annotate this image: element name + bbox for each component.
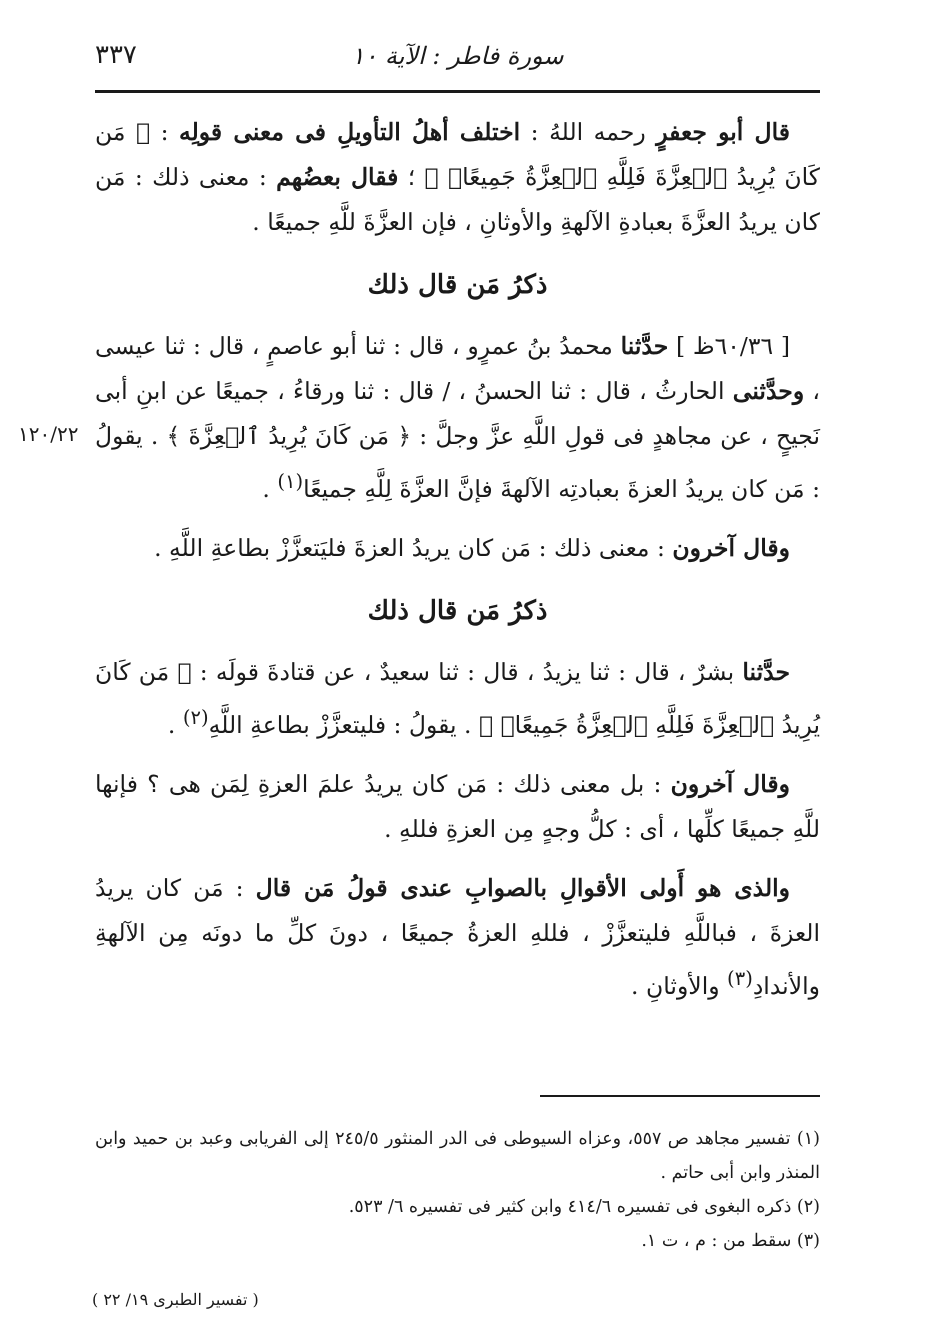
- paragraph-2-text-3: الحارثُ ، قال : ثنا الحسنُ ، / قال : ثنا ورقاءُ ، جميعًا عن ابنِ أبى نَجيحٍ ، عن مجاهدٍ فى قولِ اللَّهِ عزَّ وجلَّ :: [95, 377, 820, 450]
- running-title: سورة فاطر : الآية ١٠: [351, 42, 564, 70]
- paragraph-5-bold-1: وقال آخرون: [670, 769, 790, 798]
- paragraph-2-text-4: . يقولُ : مَن كان يريدُ العزةَ بعبادتِه الآلهةَ فإنَّ العزَّةَ لِلَّهِ جميعًا: [95, 422, 820, 503]
- quran-verse: ﴿ مَن كَانَ يُرِيدُ ٱلۡعِزَّةَ ﴾: [166, 422, 412, 450]
- page-number: ٣٣٧: [95, 40, 137, 70]
- paragraph-2-bold-2: وحدَّثنى: [732, 377, 805, 405]
- footnote-separator: [540, 1095, 820, 1097]
- paragraph-4-text-3: .: [167, 710, 183, 739]
- footnote-1: (١) تفسير مجاهد ص ٥٥٧، وعزاه السيوطى فى الدر المنثور ٢٤٥/٥ إلى الفريابى وعبد بن حميد وابن المنذر وابن أبى حاتم .: [95, 1129, 820, 1183]
- header-rule: [95, 90, 820, 93]
- section-heading-1: ذكرُ مَن قال ذلك: [367, 270, 548, 300]
- paragraph-1-text-4: : معنى ذلك : مَن كان يريدُ العزَّةَ بعبادةِ الآلهةِ والأوثانِ ، فإن العزَّةَ للَّهِ جميعًا .: [95, 163, 820, 236]
- paragraph-3-bold-1: وقال آخرون: [672, 533, 790, 562]
- paragraph-5: [95, 762, 820, 852]
- paragraph-1-lead: قال أبو جعفرٍ: [656, 118, 790, 146]
- footnote-3: (٣) سقط من : م ، ت ١.: [641, 1231, 820, 1251]
- paragraph-5-text-1: : بل معنى ذلك : مَن كان يريدُ علمَ العزةِ لِمَن هى ؟ فإنها للَّهِ جميعًا كلِّها ، أى : كلُّ وجهٍ مِن العزةِ فللهِ .: [95, 769, 820, 843]
- paragraph-4-text-2: . يقولُ : فليتعزَّزْ بطاعةِ اللَّهِ: [208, 710, 479, 739]
- paragraph-4: [95, 650, 820, 748]
- page-header: [95, 40, 820, 84]
- paragraph-2-text-5: .: [262, 474, 278, 503]
- paragraph-1-bold-3: فقال بعضُهم: [276, 163, 399, 191]
- paragraph-6-bold-1: والذى هو أَولى الأقوالِ بالصوابِ عندى قولُ مَن قال: [255, 873, 790, 902]
- footnotes: [95, 1122, 820, 1258]
- paragraph-1: [95, 110, 820, 245]
- main-text: [95, 110, 820, 1022]
- footnote-marker-1[interactable]: (١): [277, 470, 304, 493]
- paragraph-1-text-1: رحمه اللهُ :: [520, 118, 657, 146]
- section-heading-2: ذكرُ مَن قال ذلك: [367, 595, 548, 626]
- quran-verse: ﴿ مَن كَانَ يُرِيدُ ٱلۡعِزَّةَ فَلِلَّهِ ٱلۡعِزَّةُ جَمِيعًاۚ ﴾: [95, 118, 820, 191]
- paragraph-2-text-2: محمدُ بنُ عمرٍو ، قال : ثنا أبو عاصمٍ ، قال : ثنا عيسى ،: [95, 332, 820, 405]
- quran-verse: ﴿ مَن كَانَ يُرِيدُ ٱلۡعِزَّةَ فَلِلَّهِ ٱلۡعِزَّةُ جَمِيعًاۚ ﴾: [95, 657, 820, 739]
- margin-reference: ١٢٠/٢٢: [18, 422, 79, 446]
- paragraph-6-text-2: والأوثانِ .: [631, 971, 728, 1000]
- volume-reference: ( تفسير الطبرى ١٩/ ٢٢ ): [92, 1290, 259, 1309]
- footnote-2: (٢) ذكره البغوى فى تفسيره ٤١٤/٦ وابن كثير فى تفسيره ٦/ ٥٢٣.: [348, 1197, 820, 1217]
- paragraph-6: [95, 866, 820, 1009]
- paragraph-2-text-1: [ ٦٠/٣٦ظ ]: [668, 332, 790, 360]
- footnote-marker-2[interactable]: (٢): [182, 705, 209, 729]
- paragraph-4-bold-1: حدَّثنا: [742, 657, 790, 686]
- paragraph-2: [95, 324, 820, 512]
- paragraph-2-bold-1: حدَّثنا: [620, 332, 669, 360]
- paragraph-1-bold-2: اختلف أهلُ التأويلِ فى معنى قولِه: [178, 118, 521, 146]
- paragraph-1-text-2: :: [150, 118, 179, 146]
- paragraph-1-text-3: ؛: [398, 163, 425, 191]
- paragraph-6-text-1: : مَن كان يريدُ العزةَ ، فباللَّهِ فليتعزَّزْ ، فللهِ العزةُ جميعًا ، دونَ كلِّ ما دونَه مِن الآلهةِ والأندادِ: [95, 873, 820, 1000]
- paragraph-3-text-1: : معنى ذلك : مَن كان يريدُ العزةَ فليَتعزَّزْ بطاعةِ اللَّهِ .: [154, 533, 673, 562]
- paragraph-3: [95, 526, 820, 571]
- footnote-marker-3[interactable]: (٣): [727, 966, 753, 990]
- paragraph-4-text-1: بشرٌ ، قال : ثنا يزيدُ ، قال : ثنا سعيدٌ ، عن قتادةَ قولَه :: [191, 657, 743, 686]
